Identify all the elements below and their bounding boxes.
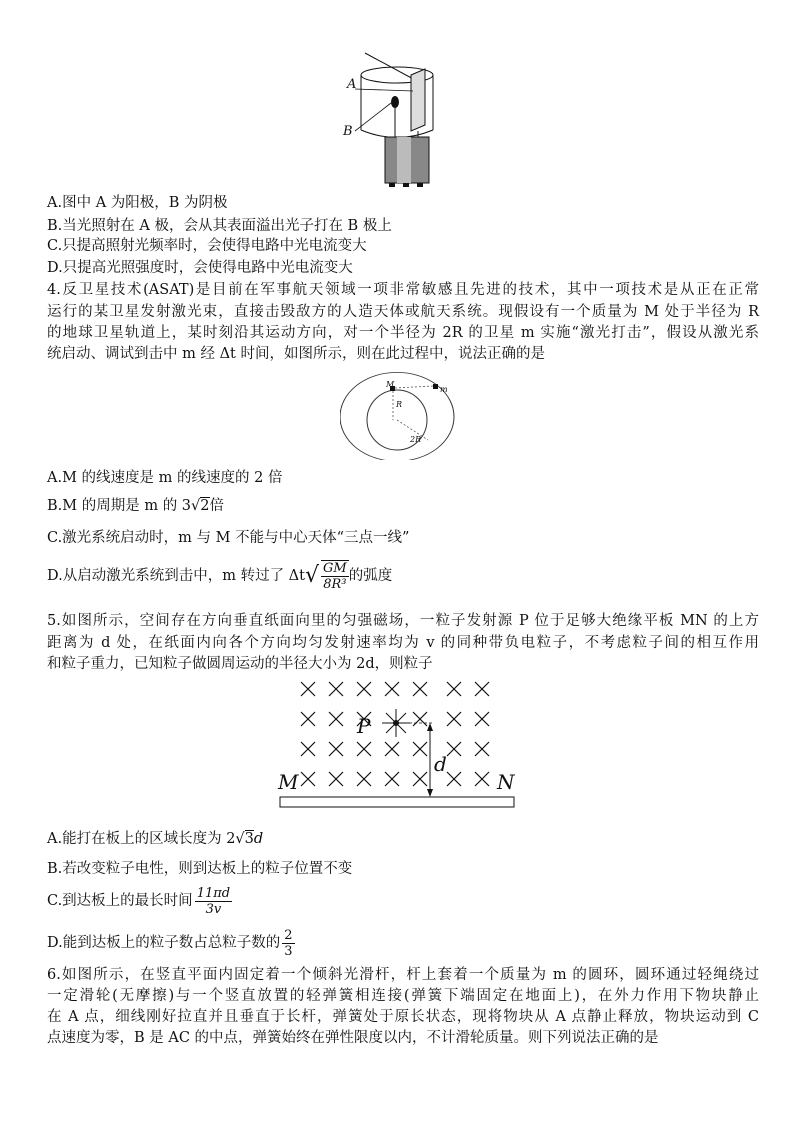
field-cross [475, 712, 489, 726]
q4-option-d-num: GM [323, 561, 347, 576]
field-cross [447, 712, 461, 726]
q4-stem-line4: 统启动、调试到击中 m 经 Δt 时间，如图所示，则在此过程中，说法正确的是 [47, 346, 545, 362]
field-cross [301, 682, 315, 696]
field-label-M: M [278, 770, 299, 794]
field-cross [329, 682, 343, 696]
sqrt-symbol: √ [235, 831, 245, 847]
q6-stem-line4: 点速度为零，B 是 AC 的中点，弹簧始终在弹性限度以内，不计滑轮质量。则下列说法正确的是 [47, 1030, 659, 1046]
q4-option-b-radicand: 2 [200, 498, 210, 514]
q6-stem-line1: 6.如图所示，在竖直平面内固定着一个倾斜光滑杆，杆上套着一个质量为 m 的圆环，圆环通过轻绳绕过 [47, 967, 759, 983]
field-cross [329, 742, 343, 756]
q5-stem-line1: 5.如图所示，空间存在方向垂直纸面向里的匀强磁场，一粒子发射源 P 位于足够大绝缘平板 MN 的上方 [47, 613, 759, 629]
q5-option-c-prefix: C.到达板上的最长时间 [47, 893, 193, 909]
q5-option-d-num: 2 [284, 927, 293, 943]
q4-option-c: C.激光系统启动时，m 与 M 不能与中心天体“三点一线” [47, 530, 410, 546]
field-cross [329, 712, 343, 726]
q4-option-d-suffix: 的弧度 [348, 568, 393, 584]
orbit-label-R: R [396, 400, 403, 409]
fig1-label-b: B [343, 124, 353, 139]
field-cross [447, 742, 461, 756]
field-cross [301, 772, 315, 786]
q5-stem-line2: 距离为 d 处，在纸面内向各个方向均匀发射速率均为 v 的同种带负电粒子，不考虑粒子间的相互作用 [47, 635, 759, 651]
q3-option-c: C.只提高照射光频率时，会使得电路中光电流变大 [47, 238, 367, 254]
field-cross [447, 682, 461, 696]
q5-option-a-radicand: 3 [244, 831, 254, 847]
field-cross [475, 742, 489, 756]
q4-option-d-den: 8R³ [323, 577, 347, 592]
field-cross [301, 742, 315, 756]
fig1-label-a: A [347, 77, 357, 92]
q3-option-d: D.只提高光照强度时，会使得电路中光电流变大 [47, 260, 353, 276]
q6-stem-line3: 在 A 点，细线刚好拉直并且垂直于长杆，弹簧处于原长状态，现将物块从 A 点静止释放，物块运动到 C [47, 1009, 759, 1025]
q5-option-d [47, 925, 759, 961]
field-cross [301, 712, 315, 726]
q4-option-b-suffix: 倍 [209, 498, 225, 514]
q4-option-a: A.M 的线速度是 m 的线速度的 2 倍 [47, 470, 283, 486]
q4-option-d [47, 558, 759, 594]
q5-option-c-num: 11πd [196, 885, 231, 901]
field-cross [447, 772, 461, 786]
q3-option-b: B.当光照射在 A 极，会从其表面溢出光子打在 B 极上 [47, 218, 392, 234]
field-cross [413, 712, 427, 726]
field-cross [413, 742, 427, 756]
q5-option-a [47, 829, 759, 849]
q5-option-d-prefix: D.能到达板上的粒子数占总粒子数的 [47, 935, 281, 951]
field-cross [475, 682, 489, 696]
field-cross [385, 682, 399, 696]
q6-stem-line2: 一定滑轮(无摩擦)与一个竖直放置的轻弹簧相连接(弹簧下端固定在地面上)，在外力作用下物块静止 [47, 988, 759, 1004]
field-cross [413, 772, 427, 786]
field-cross [329, 772, 343, 786]
q5-option-a-suffix: d [253, 831, 264, 847]
q5-option-b: B.若改变粒子电性，则到达板上的粒子位置不变 [47, 861, 353, 877]
orbit-label-m: m [440, 385, 448, 394]
field-cross [385, 772, 399, 786]
q4-option-b [47, 496, 759, 516]
q4-stem-line3: 的地球卫星轨道上，某时刻沿其运动方向，对一个半径为 2R 的卫星 m 实施“激光打击”，假设从激光系 [47, 325, 759, 341]
q4-option-d-prefix: D.从启动激光系统到击中，m 转过了 Δt [47, 568, 305, 584]
q4-stem-line1: 4.反卫星技术(ASAT)是目前在军事航天领域一项非常敏感且先进的技术，其中一项技术是从正在正常 [47, 282, 759, 298]
q5-stem-line3: 和粒子重力，已知粒子做圆周运动的半径大小为 2d，则粒子 [47, 656, 433, 672]
field-cross [357, 772, 371, 786]
field-cross [385, 742, 399, 756]
field-cross [413, 682, 427, 696]
field-cross [357, 742, 371, 756]
q5-option-c-den: 3v [205, 901, 222, 917]
q4-stem-line2: 运行的某卫星发射激光束，直接击毁敌方的人造天体或航天系统。现假设有一个质量为 M 处于半径为 R [47, 304, 759, 320]
orbit-label-M: M [386, 380, 395, 389]
q5-option-a-prefix: A.能打在板上的区域长度为 2 [47, 831, 236, 847]
field-cross [357, 682, 371, 696]
field-label-d: d [434, 752, 447, 776]
q5-option-c [47, 883, 759, 919]
sqrt-symbol: √2 [191, 498, 210, 514]
orbit-label-2R: 2R [410, 435, 422, 444]
q3-option-a: A.图中 A 为阳极，B 为阴极 [47, 195, 228, 211]
sqrt-symbol: √ [304, 563, 320, 588]
field-cross [475, 772, 489, 786]
q4-option-b-prefix: B.M 的周期是 m 的 3 [47, 498, 192, 514]
field-label-P: P [357, 714, 371, 738]
field-label-N: N [497, 770, 515, 794]
photocell-figure [335, 45, 455, 195]
magnetic-field-figure [270, 675, 522, 815]
q5-option-d-den: 3 [284, 943, 293, 959]
